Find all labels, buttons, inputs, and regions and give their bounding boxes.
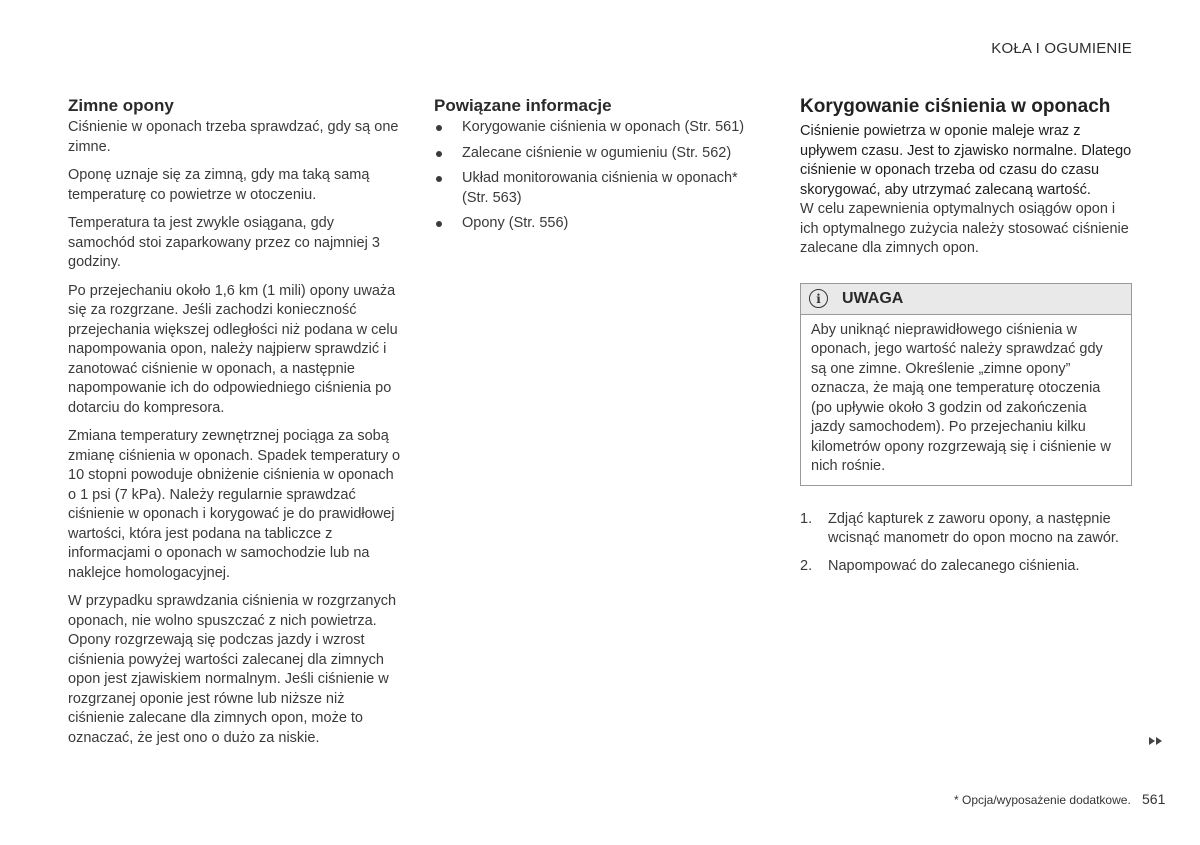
paragraph: W przypadku sprawdzania ciśnienia w rozgrzanych oponach, nie wolno spuszczać z nich powietrza. Opony rozgrzewają się podczas jazdy i wzrost ciśnienia powyżej wartości zalecanej dla zimnych opon jest zjawiskiem normalnym. Jeśli ciśnienie w rozgrzanej oponie jest równe lub niższe niż ciśnienie zalecane dla zimnych opon, może to oznaczać, że jest ono o dużo za niskie. — [68, 593, 397, 746]
related-link[interactable]: Korygowanie ciśnienia w oponach (Str. 561) — [434, 118, 764, 138]
paragraph: Oponę uznaje się za zimną, gdy ma taką samą temperaturę co powietrze w otoczeniu. — [68, 167, 370, 203]
section-title: KOŁA I OGUMIENIE — [991, 40, 1132, 57]
double-arrow-right-icon — [1149, 737, 1162, 745]
note-body — [801, 315, 1131, 485]
arrow-right-icon — [1156, 737, 1162, 745]
step-text: Napompować do zalecanego ciśnienia. — [828, 557, 1080, 574]
step-number: 2. — [800, 557, 813, 574]
paragraph: W celu zapewnienia optymalnych osiągów opon i ich optymalnego zużycia należy stosować ciśnienie zalecane dla zimnych opon. — [800, 201, 1129, 256]
paragraph: Po przejechaniu około 1,6 km (1 mili) opony uważa się za rozgrzane. Jeśli zachodzi konieczność przejechania większej odległości niż podana w celu napompowania opon, należy najpierw sprawdzić i zanotować ciśnienie w oponach, a następnie napompowanie ich do odpowiedniego ciśnienia po dotarciu do kompresora. — [68, 282, 398, 416]
intro-paragraph: Ciśnienie powietrza w oponie maleje wraz z upływem czasu. Jest to zjawisko normalne. Dlatego ciśnienie w oponach trzeba od czasu do czasu skorygować, aby utrzymać zalecaną wartość. — [800, 123, 1132, 198]
related-info-section — [434, 96, 764, 240]
step-item — [800, 557, 1134, 577]
related-link[interactable]: Opony (Str. 556) — [434, 214, 764, 234]
info-icon: i — [809, 289, 828, 308]
steps-list — [800, 510, 1134, 577]
paragraph: Ciśnienie w oponach trzeba sprawdzać, gdy są one zimne. — [68, 119, 399, 155]
adjust-pressure-heading: Korygowanie ciśnienia w oponach — [800, 96, 1111, 117]
footnote: * Opcja/wyposażenie dodatkowe. — [954, 793, 1131, 807]
cold-tires-heading: Zimne opony — [68, 96, 174, 115]
paragraph: Zmiana temperatury zewnętrznej pociąga za sobą zmianę ciśnienia w oponach. Spadek temperatury o 10 stopni powoduje obniżenie ciśnienia w oponach o 1 psi (7 kPa). Należy regularnie sprawdzać ciśnienie w oponach i korygować je do prawidłowej wartości, która jest podana na tabliczce z informacjami o oponach w samochodzie lub na naklejce homologacyjnej. — [68, 428, 401, 581]
step-text: Zdjąć kapturek z zaworu opony, a następnie wcisnąć manometr do opon mocno na zawór. — [828, 510, 1119, 546]
related-info-heading: Powiązane informacje — [434, 96, 612, 115]
paragraph: Temperatura ta jest zwykle osiągana, gdy samochód stoi zaparkowany przez co najmniej 3 godziny. — [68, 215, 380, 270]
note-title: UWAGA — [842, 289, 904, 307]
related-links-list — [434, 118, 764, 234]
note-text: Aby uniknąć nieprawidłowego ciśnienia w oponach, jego wartość należy sprawdzać gdy są one zimne. Określenie „zimne opony” oznacza, że mają one temperaturę otoczenia (po upływie około 3 godzin od zakończenia jazdy samochodem). Po przejechaniu kilku kilometrów opony rozgrzewają się i ciśnienie w nich rośnie. — [811, 321, 1111, 474]
step-item — [800, 510, 1134, 549]
note-header — [801, 284, 1131, 315]
step-number: 1. — [800, 510, 813, 527]
arrow-right-icon — [1149, 737, 1155, 745]
related-link[interactable]: Układ monitorowania ciśnienia w oponach* (Str. 563) — [434, 169, 764, 208]
related-link[interactable]: Zalecane ciśnienie w ogumieniu (Str. 562) — [434, 144, 764, 164]
adjust-pressure-section — [800, 96, 1134, 584]
cold-tires-section — [68, 96, 402, 757]
note-box — [800, 283, 1132, 486]
page-number: 561 — [1142, 791, 1166, 807]
